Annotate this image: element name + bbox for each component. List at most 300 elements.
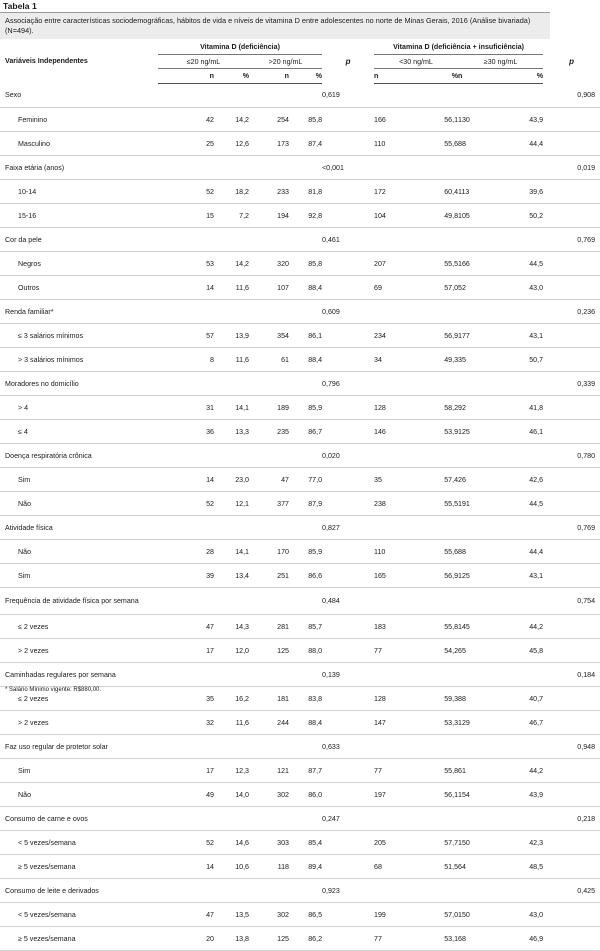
category-label: < 5 vezes/semana xyxy=(0,903,158,927)
pct-lt30: 55,8 xyxy=(418,759,458,783)
pct-le20: 23,0 xyxy=(214,468,249,492)
p-value-deficiency: 0,923 xyxy=(322,879,374,903)
pct-le20: 13,4 xyxy=(214,564,249,588)
empty-cell xyxy=(158,588,214,615)
empty-cell xyxy=(214,663,249,687)
empty-cell xyxy=(458,879,498,903)
p-value-empty xyxy=(322,396,374,420)
pct-lt30: 57,0 xyxy=(418,903,458,927)
empty-cell xyxy=(374,372,418,396)
pct-lt30: 58,2 xyxy=(418,396,458,420)
n-gt20: 125 xyxy=(249,927,289,951)
pct-le20: 14,1 xyxy=(214,396,249,420)
empty-cell xyxy=(289,444,322,468)
pct-le20: 14,6 xyxy=(214,831,249,855)
p-value-empty xyxy=(322,831,374,855)
n-gt20: 320 xyxy=(249,252,289,276)
pct-lt30: 51,5 xyxy=(418,855,458,879)
pct-gt20: 92,8 xyxy=(289,204,322,228)
pct-lt30: 54,2 xyxy=(418,639,458,663)
empty-cell xyxy=(498,663,543,687)
pct-ge30: 45,8 xyxy=(498,639,543,663)
variable-column-header: Variáveis Independentes xyxy=(5,57,88,66)
p-value-empty xyxy=(322,927,374,951)
p-value-empty xyxy=(543,783,600,807)
n-header: n xyxy=(158,69,214,84)
n-header: n xyxy=(374,69,418,84)
p-value-deficiency: 0,020 xyxy=(322,444,374,468)
table-label: Tabela 1 xyxy=(0,0,550,13)
p-value-empty xyxy=(322,420,374,444)
category-label: Sim xyxy=(0,468,158,492)
p-value-empty xyxy=(543,927,600,951)
pct-le20: 12,0 xyxy=(214,639,249,663)
empty-cell xyxy=(289,156,322,180)
category-label: ≥ 5 vezes/semana xyxy=(0,855,158,879)
empty-cell xyxy=(214,879,249,903)
category-row xyxy=(0,855,600,879)
category-label: > 2 vezes xyxy=(0,711,158,735)
category-row xyxy=(0,492,600,516)
pct-le20: 11,6 xyxy=(214,348,249,372)
n-ge30: 52 xyxy=(458,276,498,300)
n-lt30: 199 xyxy=(374,903,418,927)
variable-row xyxy=(0,300,600,324)
p-value-deficiency: 0,609 xyxy=(322,300,374,324)
n-lt30: 146 xyxy=(374,420,418,444)
pct-le20: 12,3 xyxy=(214,759,249,783)
variable-row xyxy=(0,228,600,252)
pct-gt20: 85,4 xyxy=(289,831,322,855)
empty-cell xyxy=(289,300,322,324)
pct-gt20: 89,4 xyxy=(289,855,322,879)
pct-gt20: 85,9 xyxy=(289,540,322,564)
n-gt20: 170 xyxy=(249,540,289,564)
empty-cell xyxy=(158,807,214,831)
variable-label: Frequência de atividade física por semana xyxy=(0,588,158,615)
n-gt20: 281 xyxy=(249,615,289,639)
empty-cell xyxy=(458,156,498,180)
p-value-empty xyxy=(543,855,600,879)
p-value-empty xyxy=(322,180,374,204)
empty-cell xyxy=(158,444,214,468)
n-ge30: 130 xyxy=(458,108,498,132)
empty-cell xyxy=(498,516,543,540)
pct-lt30: 49,8 xyxy=(418,204,458,228)
category-row xyxy=(0,783,600,807)
p-value-empty xyxy=(322,540,374,564)
pct-le20: 12,6 xyxy=(214,132,249,156)
n-gt20: 377 xyxy=(249,492,289,516)
empty-cell xyxy=(249,807,289,831)
empty-cell xyxy=(418,84,458,108)
table-body xyxy=(0,84,600,951)
empty-cell xyxy=(158,300,214,324)
empty-cell xyxy=(289,588,322,615)
p-value-deficiency: 0,247 xyxy=(322,807,374,831)
pct-lt30: 55,5 xyxy=(418,492,458,516)
p-value-deficiency-insufficiency: 0,184 xyxy=(543,663,600,687)
n-header: n xyxy=(249,69,289,84)
variable-row xyxy=(0,807,600,831)
empty-cell xyxy=(374,588,418,615)
n-gt20: 302 xyxy=(249,783,289,807)
empty-cell xyxy=(418,516,458,540)
pct-lt30: 56,9 xyxy=(418,324,458,348)
empty-cell xyxy=(458,516,498,540)
empty-cell xyxy=(289,735,322,759)
empty-cell xyxy=(458,444,498,468)
pct-le20: 11,6 xyxy=(214,276,249,300)
n-lt30: 110 xyxy=(374,132,418,156)
n-gt20: 235 xyxy=(249,420,289,444)
empty-cell xyxy=(158,228,214,252)
n-ge30: 150 xyxy=(458,903,498,927)
pct-lt30: 55,5 xyxy=(418,252,458,276)
p-value-deficiency: 0,633 xyxy=(322,735,374,759)
variable-row xyxy=(0,156,600,180)
empty-cell xyxy=(158,372,214,396)
p-value-empty xyxy=(322,468,374,492)
category-row xyxy=(0,639,600,663)
pct-gt20: 87,9 xyxy=(289,492,322,516)
n-gt20: 194 xyxy=(249,204,289,228)
empty-cell xyxy=(498,444,543,468)
pct-ge30: 43,0 xyxy=(498,903,543,927)
n-lt30: 68 xyxy=(374,855,418,879)
category-row xyxy=(0,927,600,951)
empty-cell xyxy=(214,588,249,615)
category-label: Não xyxy=(0,540,158,564)
p-value-deficiency-insufficiency: 0,339 xyxy=(543,372,600,396)
empty-cell xyxy=(418,372,458,396)
empty-cell xyxy=(214,84,249,108)
pct-lt30: 60,4 xyxy=(418,180,458,204)
n-ge30: 35 xyxy=(458,348,498,372)
n-le20: 36 xyxy=(158,420,214,444)
n-gt20: 181 xyxy=(249,687,289,711)
n-gt20: 125 xyxy=(249,639,289,663)
category-row xyxy=(0,903,600,927)
p-value-empty xyxy=(543,348,600,372)
empty-cell xyxy=(374,300,418,324)
variable-label: Doença respiratória crônica xyxy=(0,444,158,468)
pct-lt30: 55,6 xyxy=(418,540,458,564)
p-value-deficiency: 0,827 xyxy=(322,516,374,540)
pct-ge30: 44,2 xyxy=(498,759,543,783)
empty-cell xyxy=(249,156,289,180)
pct-ge30: 50,7 xyxy=(498,348,543,372)
pct-header: % xyxy=(418,69,458,84)
category-row xyxy=(0,324,600,348)
empty-cell xyxy=(498,735,543,759)
category-row xyxy=(0,180,600,204)
n-lt30: 35 xyxy=(374,468,418,492)
pct-ge30: 48,5 xyxy=(498,855,543,879)
pct-gt20: 85,8 xyxy=(289,252,322,276)
category-label: Sim xyxy=(0,564,158,588)
pct-lt30: 56,9 xyxy=(418,564,458,588)
empty-cell xyxy=(458,228,498,252)
empty-cell xyxy=(249,84,289,108)
n-lt30: 183 xyxy=(374,615,418,639)
category-row xyxy=(0,759,600,783)
p-value-deficiency: <0,001 xyxy=(322,156,374,180)
p-value-empty xyxy=(322,711,374,735)
pct-gt20: 85,8 xyxy=(289,108,322,132)
p-value-empty xyxy=(543,180,600,204)
empty-cell xyxy=(374,156,418,180)
empty-cell xyxy=(158,516,214,540)
category-label: > 3 salários mínimos xyxy=(0,348,158,372)
empty-cell xyxy=(249,300,289,324)
category-label: > 2 vezes xyxy=(0,639,158,663)
n-gt20: 47 xyxy=(249,468,289,492)
pct-lt30: 53,3 xyxy=(418,711,458,735)
category-label: ≤ 4 xyxy=(0,420,158,444)
pct-gt20: 88,4 xyxy=(289,711,322,735)
p-value-empty xyxy=(322,564,374,588)
pct-lt30: 49,3 xyxy=(418,348,458,372)
empty-cell xyxy=(214,444,249,468)
n-gt20: 244 xyxy=(249,711,289,735)
p-value-empty xyxy=(322,855,374,879)
n-lt30: 128 xyxy=(374,687,418,711)
n-ge30: 105 xyxy=(458,204,498,228)
category-label: Masculino xyxy=(0,132,158,156)
empty-cell xyxy=(374,444,418,468)
n-ge30: 145 xyxy=(458,615,498,639)
p-value-empty xyxy=(322,204,374,228)
empty-cell xyxy=(498,300,543,324)
n-lt30: 147 xyxy=(374,711,418,735)
data-table xyxy=(0,39,600,951)
n-gt20: 303 xyxy=(249,831,289,855)
n-ge30: 154 xyxy=(458,783,498,807)
empty-cell xyxy=(249,372,289,396)
pct-gt20: 87,7 xyxy=(289,759,322,783)
category-row xyxy=(0,132,600,156)
p-value-empty xyxy=(322,108,374,132)
threshold-le20-header: ≤20 ng/mL xyxy=(158,55,249,69)
pct-ge30: 42,3 xyxy=(498,831,543,855)
pct-gt20: 88,4 xyxy=(289,348,322,372)
category-label: Outros xyxy=(0,276,158,300)
n-le20: 39 xyxy=(158,564,214,588)
empty-cell xyxy=(458,84,498,108)
p-value-empty xyxy=(322,324,374,348)
category-label: 15-16 xyxy=(0,204,158,228)
p-value-empty xyxy=(322,639,374,663)
pct-ge30: 46,7 xyxy=(498,711,543,735)
empty-cell xyxy=(249,516,289,540)
empty-cell xyxy=(289,228,322,252)
empty-cell xyxy=(418,300,458,324)
n-lt30: 207 xyxy=(374,252,418,276)
variable-row xyxy=(0,879,600,903)
pct-ge30: 44,4 xyxy=(498,132,543,156)
p-value-empty xyxy=(543,759,600,783)
p-value-empty xyxy=(543,396,600,420)
empty-cell xyxy=(158,663,214,687)
p-value-empty xyxy=(322,276,374,300)
p-value-empty xyxy=(543,252,600,276)
p-value-empty xyxy=(543,540,600,564)
pct-lt30: 53,9 xyxy=(418,420,458,444)
n-gt20: 354 xyxy=(249,324,289,348)
n-gt20: 251 xyxy=(249,564,289,588)
p-value-deficiency-insufficiency: 0,780 xyxy=(543,444,600,468)
n-le20: 25 xyxy=(158,132,214,156)
table-caption: Associação entre características sociodemográficas, hábitos de vida e níveis de vitamina D entre adolescentes no norte de Minas Gerais, 2016 (Análise bivariada) (N=494). xyxy=(5,16,531,35)
pct-ge30: 44,5 xyxy=(498,252,543,276)
pct-gt20: 87,4 xyxy=(289,132,322,156)
n-le20: 47 xyxy=(158,903,214,927)
empty-cell xyxy=(374,84,418,108)
p-value-empty xyxy=(543,639,600,663)
pct-le20: 14,3 xyxy=(214,615,249,639)
empty-cell xyxy=(458,372,498,396)
pct-ge30: 43,1 xyxy=(498,324,543,348)
n-le20: 35 xyxy=(158,687,214,711)
category-label: ≤ 2 vezes xyxy=(0,687,158,711)
n-le20: 31 xyxy=(158,396,214,420)
category-label: Sim xyxy=(0,759,158,783)
pct-ge30: 43,9 xyxy=(498,783,543,807)
p-value-empty xyxy=(543,324,600,348)
pct-gt20: 85,7 xyxy=(289,615,322,639)
pct-le20: 11,6 xyxy=(214,711,249,735)
pct-le20: 14,2 xyxy=(214,108,249,132)
p-value-deficiency-insufficiency: 0,908 xyxy=(543,84,600,108)
category-row xyxy=(0,831,600,855)
threshold-ge30-header: ≥30 ng/mL xyxy=(458,55,543,69)
n-le20: 52 xyxy=(158,831,214,855)
variable-label: Consumo de carne e ovos xyxy=(0,807,158,831)
pct-ge30: 44,4 xyxy=(498,540,543,564)
pct-le20: 13,5 xyxy=(214,903,249,927)
pct-le20: 12,1 xyxy=(214,492,249,516)
category-row xyxy=(0,420,600,444)
category-row xyxy=(0,396,600,420)
variable-label: Atividade física xyxy=(0,516,158,540)
n-ge30: 64 xyxy=(458,855,498,879)
n-le20: 17 xyxy=(158,639,214,663)
empty-cell xyxy=(418,735,458,759)
empty-cell xyxy=(158,84,214,108)
n-le20: 14 xyxy=(158,855,214,879)
empty-cell xyxy=(214,735,249,759)
p-value-empty xyxy=(322,492,374,516)
p-value-deficiency: 0,619 xyxy=(322,84,374,108)
empty-cell xyxy=(214,228,249,252)
empty-cell xyxy=(418,588,458,615)
pct-gt20: 88,4 xyxy=(289,276,322,300)
n-gt20: 302 xyxy=(249,903,289,927)
category-label: < 5 vezes/semana xyxy=(0,831,158,855)
pct-lt30: 55,6 xyxy=(418,132,458,156)
n-gt20: 189 xyxy=(249,396,289,420)
variable-label: Faz uso regular de protetor solar xyxy=(0,735,158,759)
pct-ge30: 46,9 xyxy=(498,927,543,951)
empty-cell xyxy=(374,879,418,903)
empty-cell xyxy=(289,372,322,396)
pct-ge30: 39,6 xyxy=(498,180,543,204)
category-label: 10-14 xyxy=(0,180,158,204)
category-row xyxy=(0,276,600,300)
n-lt30: 205 xyxy=(374,831,418,855)
empty-cell xyxy=(498,84,543,108)
category-row xyxy=(0,468,600,492)
pct-ge30: 44,5 xyxy=(498,492,543,516)
pct-le20: 13,3 xyxy=(214,420,249,444)
p-value-empty xyxy=(322,252,374,276)
n-gt20: 254 xyxy=(249,108,289,132)
empty-cell xyxy=(249,588,289,615)
n-lt30: 166 xyxy=(374,108,418,132)
n-le20: 20 xyxy=(158,927,214,951)
empty-cell xyxy=(458,807,498,831)
p-column-header-1: p xyxy=(345,56,351,66)
empty-cell xyxy=(418,444,458,468)
empty-cell xyxy=(374,735,418,759)
n-le20: 28 xyxy=(158,540,214,564)
n-le20: 53 xyxy=(158,252,214,276)
n-lt30: 165 xyxy=(374,564,418,588)
threshold-gt20-header: >20 ng/mL xyxy=(249,55,322,69)
empty-cell xyxy=(374,663,418,687)
n-le20: 32 xyxy=(158,711,214,735)
empty-cell xyxy=(498,807,543,831)
footnote: * Salário Mínimo vigente: R$880,00. xyxy=(5,687,102,693)
n-gt20: 118 xyxy=(249,855,289,879)
pct-lt30: 56,1 xyxy=(418,108,458,132)
n-le20: 57 xyxy=(158,324,214,348)
empty-cell xyxy=(214,516,249,540)
empty-cell xyxy=(289,807,322,831)
category-label: Não xyxy=(0,492,158,516)
pct-ge30: 50,2 xyxy=(498,204,543,228)
pct-header: % xyxy=(214,69,249,84)
n-ge30: 92 xyxy=(458,396,498,420)
empty-cell xyxy=(249,228,289,252)
n-ge30: 177 xyxy=(458,324,498,348)
p-value-deficiency-insufficiency: 0,754 xyxy=(543,588,600,615)
n-lt30: 69 xyxy=(374,276,418,300)
category-row xyxy=(0,564,600,588)
n-ge30: 129 xyxy=(458,711,498,735)
pct-lt30: 59,3 xyxy=(418,687,458,711)
pct-gt20: 86,0 xyxy=(289,783,322,807)
category-row xyxy=(0,540,600,564)
category-row xyxy=(0,615,600,639)
p-value-deficiency-insufficiency: 0,769 xyxy=(543,516,600,540)
n-ge30: 68 xyxy=(458,927,498,951)
empty-cell xyxy=(418,228,458,252)
empty-cell xyxy=(498,156,543,180)
category-label: ≤ 2 vezes xyxy=(0,615,158,639)
p-value-empty xyxy=(543,492,600,516)
n-lt30: 110 xyxy=(374,540,418,564)
n-le20: 14 xyxy=(158,276,214,300)
n-gt20: 173 xyxy=(249,132,289,156)
p-value-deficiency-insufficiency: 0,236 xyxy=(543,300,600,324)
pct-le20: 13,9 xyxy=(214,324,249,348)
empty-cell xyxy=(214,300,249,324)
variable-row xyxy=(0,444,600,468)
pct-ge30: 46,1 xyxy=(498,420,543,444)
pct-gt20: 77,0 xyxy=(289,468,322,492)
